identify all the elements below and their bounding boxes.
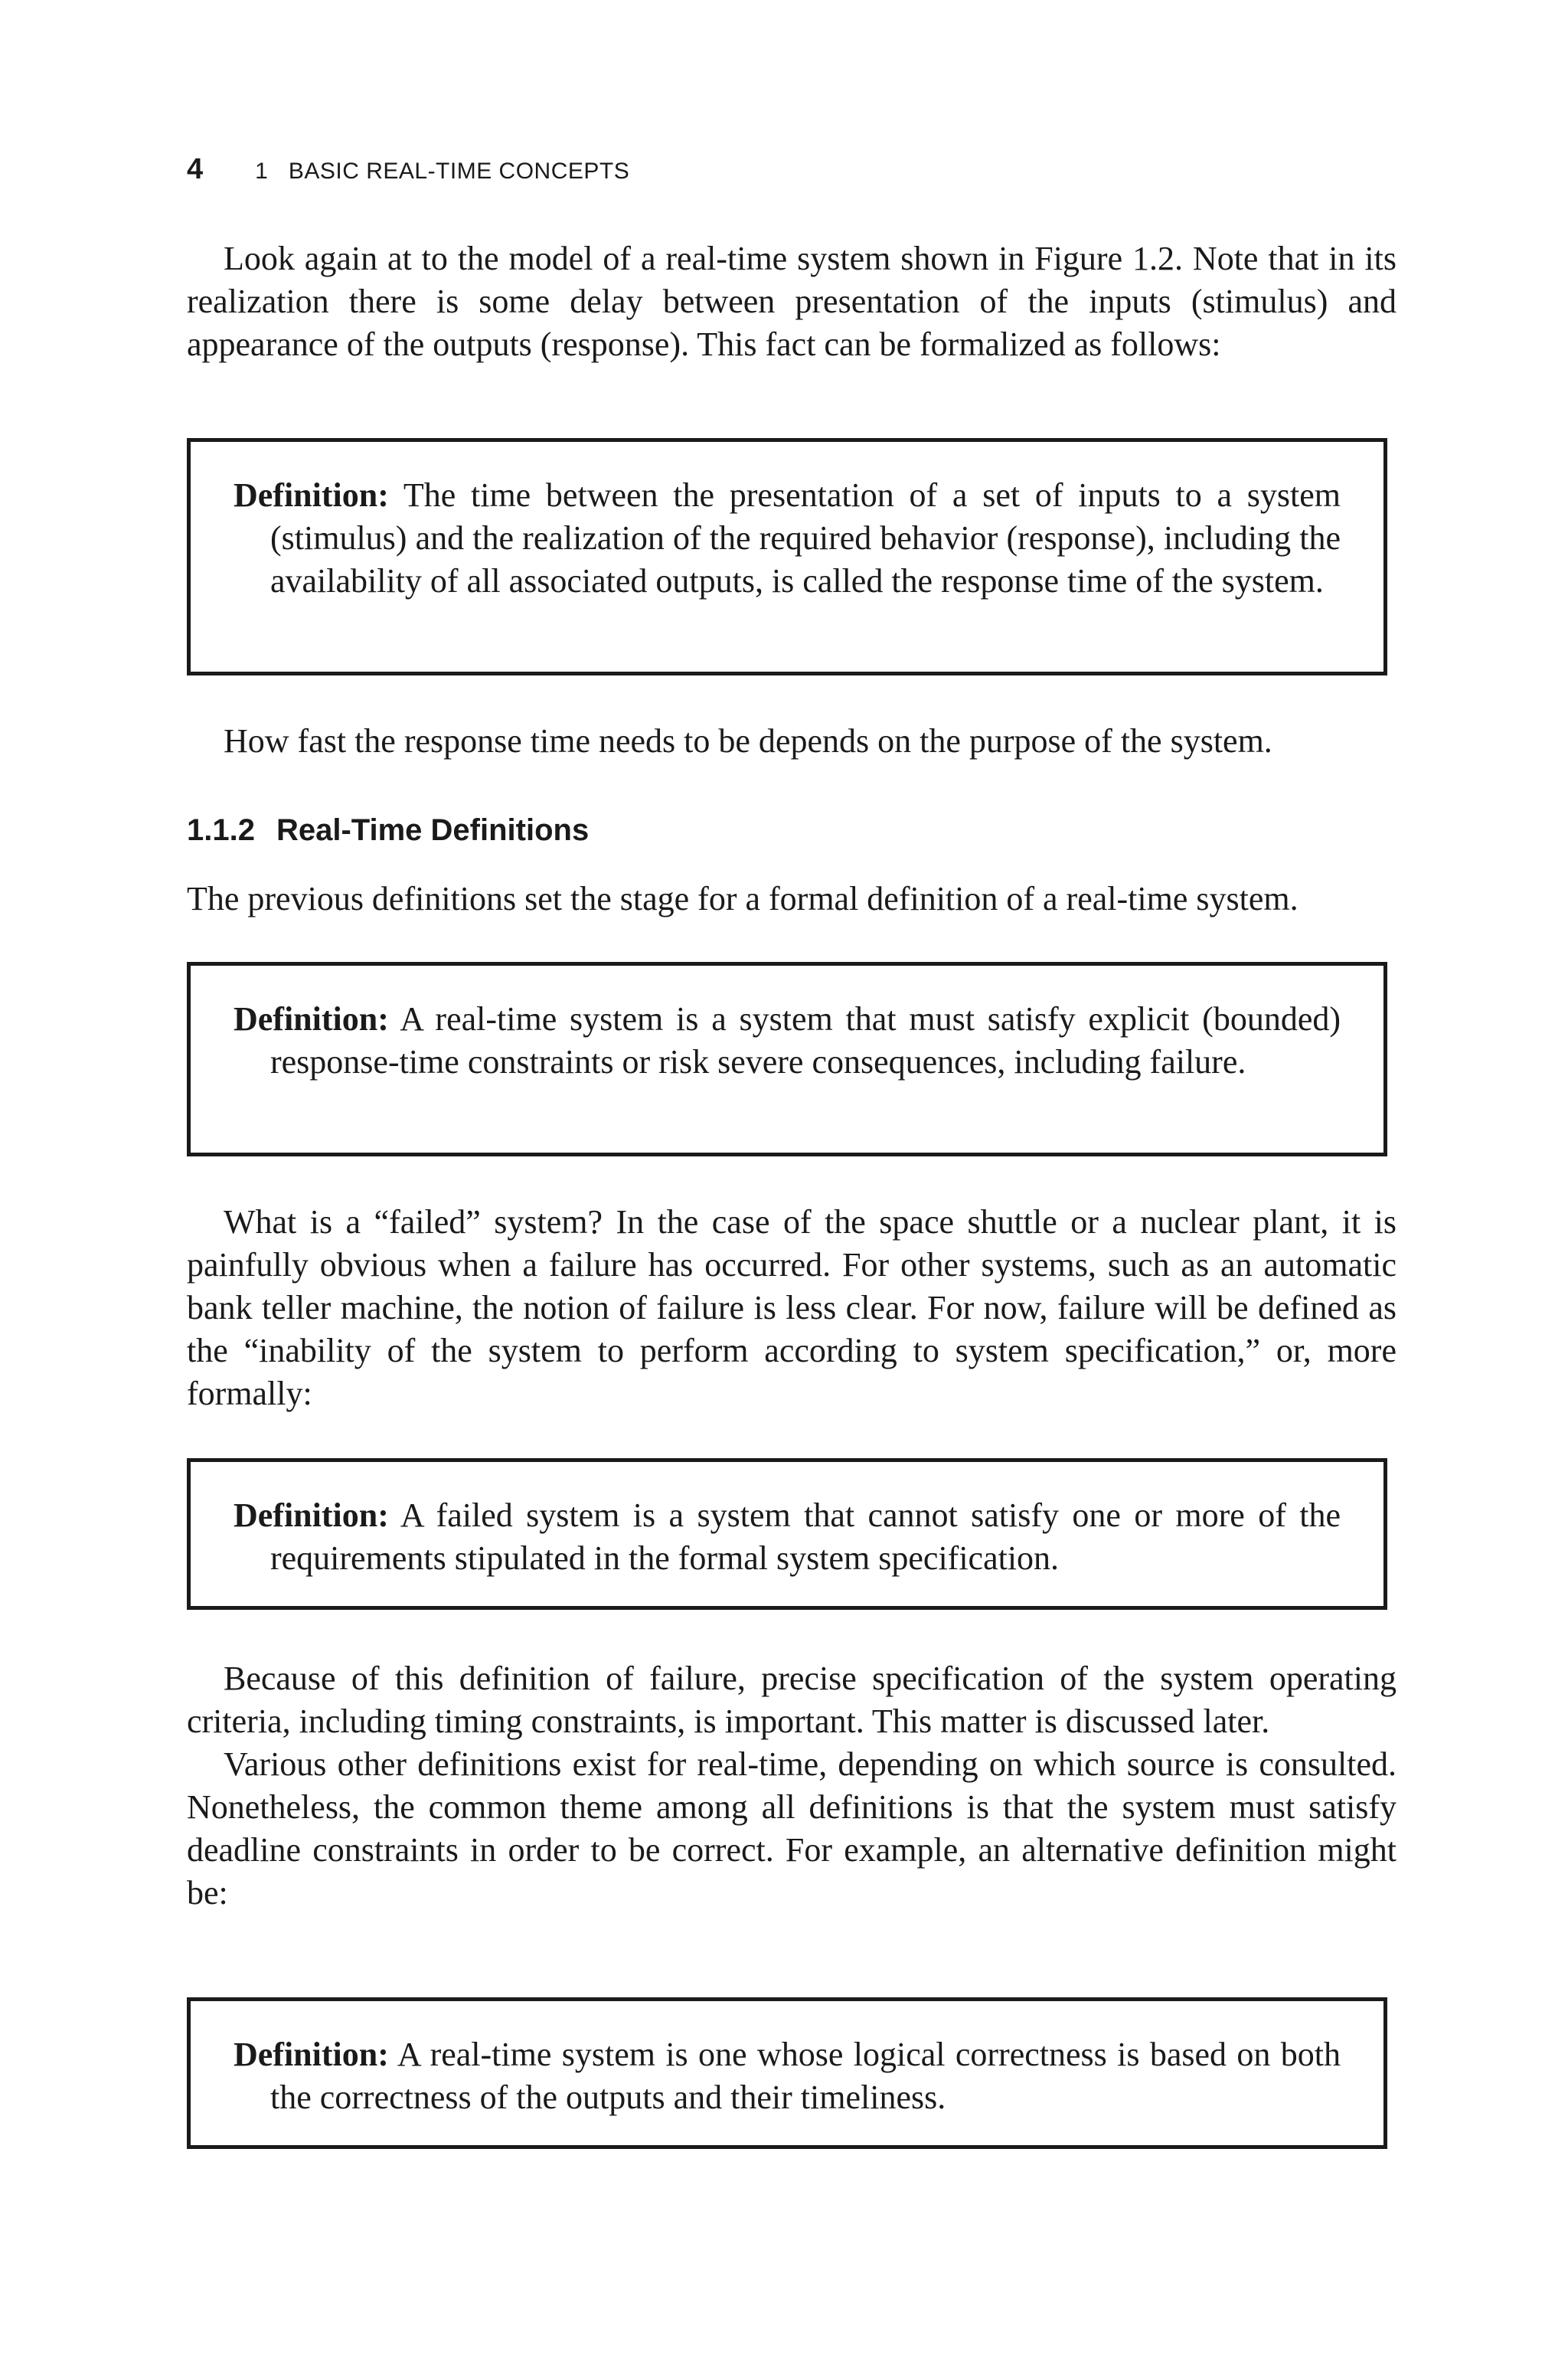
paragraph-text: Because of this definition of failure, precise specification of the system operating criteria, including timing constraints, is important. This matter is discussed later. [187, 1660, 1396, 1740]
definition-real-time-system [234, 998, 1341, 1084]
page-number: 4 [187, 153, 204, 185]
definition-term: Definition: [234, 2036, 389, 2073]
paragraph-failure-definition [187, 1657, 1396, 1915]
section-number: 1.1.2 [187, 813, 255, 847]
definition-text: A real-time system is one whose logical correctness is based on both the correctness of the outputs and their timeliness. [270, 2036, 1341, 2116]
definition-box-failed-system [187, 1458, 1387, 1610]
definition-box-real-time-system [187, 962, 1387, 1156]
section-title: Real-Time Definitions [276, 813, 590, 847]
paragraph-text: Look again at to the model of a real-time system shown in Figure 1.2. Note that in its realization there is some delay between presentation of the inputs (stimulus) and appearance of the outputs (response). This fact can be formalized as follows: [187, 240, 1396, 363]
definition-box-logical-correctness [187, 1997, 1387, 2149]
paragraph-text: What is a “failed” system? In the case of the space shuttle or a nuclear plant, it is painfully obvious when a failure has occurred. For other systems, such as an automatic bank teller machine, the notion of failure is less clear. For now, failure will be defined as the “inability of the system to perform according to system specification,” or, more formally: [187, 1203, 1396, 1412]
paragraph-response-speed [187, 720, 1396, 763]
paragraph-previous-definitions [187, 878, 1396, 921]
definition-text: A real-time system is a system that must satisfy explicit (bounded) response-time constraints or risk severe consequences, including failure. [270, 1000, 1341, 1081]
definition-text: The time between the presentation of a set of inputs to a system (stimulus) and the realization of the required behavior (response), including the availability of all associated outputs, is called the response time of the system. [270, 476, 1341, 600]
definition-response-time [234, 474, 1341, 603]
definition-term: Definition: [234, 476, 389, 514]
definition-term: Definition: [234, 1496, 389, 1534]
paragraph-text: The previous definitions set the stage for a formal definition of a real-time system. [187, 880, 1298, 917]
definition-text: A failed system is a system that cannot satisfy one or more of the requirements stipulated in the formal system specification. [270, 1496, 1341, 1577]
definition-logical-correctness [234, 2033, 1341, 2119]
definition-box-response-time [187, 438, 1387, 675]
paragraph-text: Various other definitions exist for real-time, depending on which source is consulted. Nonetheless, the common theme among all definitions is that the system must satisfy deadline constraints in order to be correct. For example, an alternative definition might be: [187, 1745, 1396, 1912]
running-title: 1 BASIC REAL-TIME CONCEPTS [255, 159, 630, 184]
definition-failed-system [234, 1494, 1341, 1580]
definition-term: Definition: [234, 1000, 389, 1038]
paragraph-failed-system [187, 1201, 1396, 1415]
running-head [187, 153, 629, 186]
section-heading [187, 813, 589, 848]
paragraph-text: How fast the response time needs to be depends on the purpose of the system. [224, 722, 1272, 760]
paragraph-intro [187, 237, 1396, 366]
